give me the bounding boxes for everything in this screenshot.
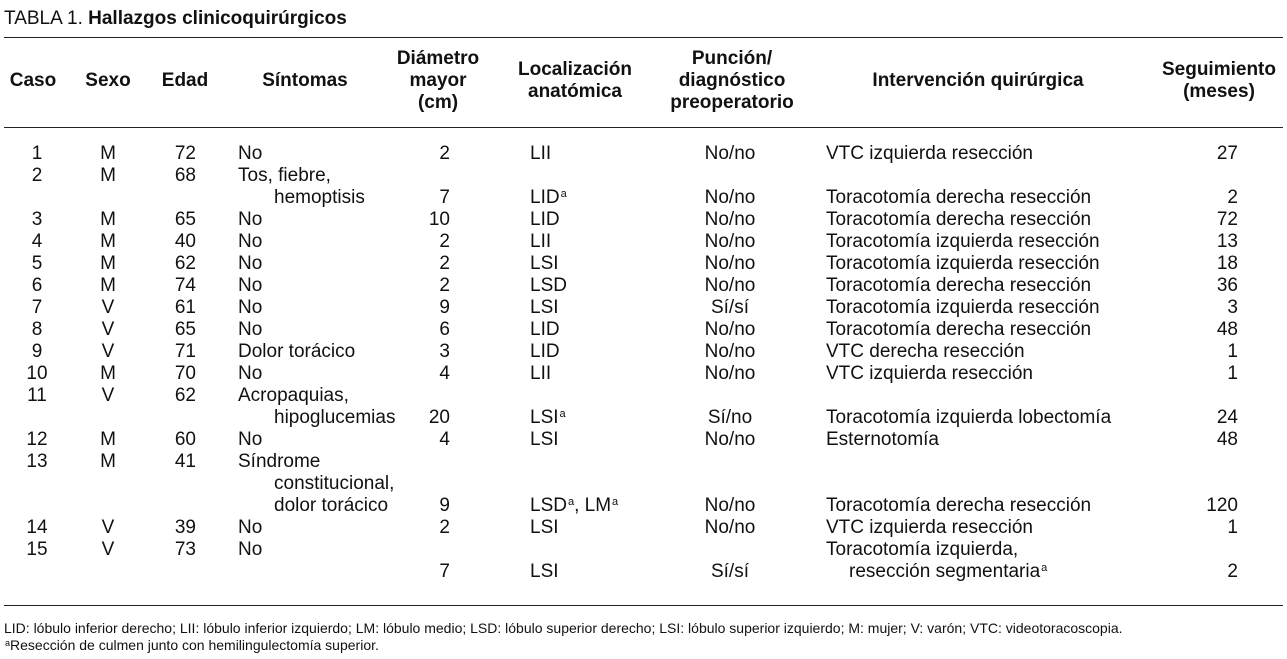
cell-localizacion bbox=[530, 187, 567, 209]
cell-localizacion bbox=[530, 363, 551, 385]
cell-caso: 14 bbox=[26, 517, 48, 538]
cell-localizacion bbox=[530, 429, 559, 451]
cell-edad: 74 bbox=[174, 275, 196, 296]
cell-localizacion-value: LSI bbox=[530, 253, 559, 274]
cell-localizacion-value: LII bbox=[530, 363, 552, 384]
cell-edad: 72 bbox=[174, 143, 196, 164]
cell-sexo: M bbox=[100, 143, 116, 164]
top-rule bbox=[4, 37, 1283, 38]
cell-edad: 65 bbox=[174, 209, 196, 230]
cell-puncion: No/no bbox=[704, 429, 756, 450]
cell-sexo: M bbox=[100, 363, 116, 384]
cell-seguimiento: 3 bbox=[1227, 297, 1238, 318]
cell-sintomas-line-1: Acropaquias, bbox=[238, 385, 349, 406]
header-seguimiento-line-1: Seguimiento bbox=[1161, 59, 1276, 80]
cell-sintomas-line-1: No bbox=[238, 429, 263, 450]
cell-intervencion-line-1: Toracotomía izquierda resección bbox=[826, 297, 1100, 318]
header-localizacion-line-2: anatómica bbox=[528, 81, 622, 102]
cell-edad: 71 bbox=[174, 341, 196, 362]
cell-seguimiento: 13 bbox=[1216, 231, 1238, 252]
footnote-marker: a bbox=[567, 496, 575, 508]
cell-diametro: 10 bbox=[428, 209, 450, 230]
cell-puncion: No/no bbox=[704, 495, 756, 516]
cell-caso: 15 bbox=[26, 539, 48, 560]
cell-intervencion-line-1: Esternotomía bbox=[826, 429, 939, 450]
cell-localizacion bbox=[530, 143, 551, 165]
cell-sintomas-line-1: Síndrome bbox=[238, 451, 321, 472]
footnote-abbreviations: LID: lóbulo inferior derecho; LII: lóbulo inferior izquierdo; LM: lóbulo medio; LSD: lóbulo superior derecho; LSI: lóbulo superior izquierdo; M: mujer; V: varón; VTC: videotoracoscopia. bbox=[4, 620, 1123, 636]
header-seguimiento-line-2: (meses) bbox=[1183, 81, 1255, 102]
cell-seguimiento: 1 bbox=[1227, 341, 1238, 362]
cell-seguimiento: 2 bbox=[1227, 561, 1238, 582]
cell-sintomas-line-1: No bbox=[238, 297, 263, 318]
cell-edad: 65 bbox=[174, 319, 196, 340]
cell-intervencion-line-1: Toracotomía derecha resección bbox=[826, 187, 1092, 208]
cell-sintomas-line-2: hipoglucemias bbox=[274, 407, 396, 428]
cell-diametro: 6 bbox=[439, 319, 450, 340]
cell-diametro: 2 bbox=[439, 517, 450, 538]
cell-diametro: 2 bbox=[439, 253, 450, 274]
cell-caso: 10 bbox=[26, 363, 48, 384]
cell-sintomas-line-1: No bbox=[238, 517, 263, 538]
cell-edad: 39 bbox=[174, 517, 196, 538]
cell-puncion: No/no bbox=[704, 275, 756, 296]
cell-edad: 70 bbox=[174, 363, 196, 384]
cell-sexo: M bbox=[100, 231, 116, 252]
cell-intervencion-line-1: Toracotomía izquierda, bbox=[826, 539, 1019, 560]
cell-sexo: V bbox=[101, 539, 115, 560]
cell-localizacion bbox=[530, 275, 567, 297]
cell-diametro: 9 bbox=[439, 297, 450, 318]
cell-sintomas-line-1: No bbox=[238, 275, 263, 296]
cell-caso: 8 bbox=[31, 319, 43, 340]
cell-sintomas-line-1: Dolor torácico bbox=[238, 341, 356, 362]
footnote-a-mark: a bbox=[5, 638, 11, 648]
cell-caso: 12 bbox=[26, 429, 48, 450]
bottom-rule bbox=[4, 605, 1283, 606]
cell-sintomas-line-1: No bbox=[238, 209, 263, 230]
cell-caso: 3 bbox=[31, 209, 43, 230]
cell-puncion: No/no bbox=[704, 187, 756, 208]
cell-edad: 73 bbox=[174, 539, 196, 560]
cell-seguimiento: 2 bbox=[1227, 187, 1238, 208]
cell-localizacion bbox=[530, 517, 559, 539]
table-title bbox=[4, 8, 347, 30]
cell-intervencion-line-2: resección segmentaria$^a$ bbox=[849, 561, 1048, 582]
table-title-prefix: TABLA 1. bbox=[4, 8, 83, 29]
cell-diametro: 4 bbox=[439, 429, 450, 450]
cell-localizacion-value: LSD bbox=[530, 495, 567, 516]
header-localizacion-line-1: Localización bbox=[517, 59, 633, 80]
cell-puncion: No/no bbox=[704, 231, 756, 252]
table-title-main: Hallazgos clinicoquirúrgicos bbox=[88, 8, 347, 29]
cell-localizacion-value: LSI bbox=[530, 561, 559, 582]
header-rule bbox=[4, 127, 1283, 128]
header-edad: Edad bbox=[161, 70, 209, 91]
cell-localizacion-value-2: , LM bbox=[574, 495, 612, 516]
header-diametro-line-1: Diámetro bbox=[396, 48, 480, 69]
cell-sexo: V bbox=[101, 517, 115, 538]
cell-intervencion-line-1: VTC izquierda resección bbox=[826, 363, 1033, 384]
cell-localizacion-value: LSI bbox=[530, 517, 559, 538]
cell-sexo: M bbox=[100, 253, 116, 274]
cell-seguimiento: 48 bbox=[1216, 319, 1238, 340]
cell-caso: 9 bbox=[31, 341, 43, 362]
cell-sintomas-line-2: hemoptisis bbox=[274, 187, 365, 208]
cell-caso: 6 bbox=[31, 275, 43, 296]
cell-seguimiento: 120 bbox=[1206, 495, 1238, 516]
cell-localizacion bbox=[530, 231, 551, 253]
cell-intervencion-line-1: VTC izquierda resección bbox=[826, 517, 1033, 538]
cell-localizacion bbox=[530, 407, 566, 429]
cell-sintomas-line-1: No bbox=[238, 253, 263, 274]
header-sintomas: Síntomas bbox=[262, 70, 348, 91]
header-diametro-line-3: (cm) bbox=[417, 92, 459, 113]
cell-puncion: Sí/sí bbox=[710, 561, 749, 582]
cell-sexo: M bbox=[100, 165, 116, 186]
cell-localizacion-value: LID bbox=[530, 341, 560, 362]
cell-localizacion-value: LSI bbox=[530, 429, 559, 450]
cell-diametro: 2 bbox=[439, 143, 450, 164]
cell-sexo: M bbox=[100, 451, 116, 472]
cell-sexo: V bbox=[101, 319, 115, 340]
cell-sexo: V bbox=[101, 341, 115, 362]
cell-edad: 61 bbox=[174, 297, 196, 318]
header-sexo: Sexo bbox=[85, 70, 131, 91]
cell-sexo: V bbox=[101, 385, 115, 406]
cell-sintomas-line-1: No bbox=[238, 319, 263, 340]
cell-diametro: 2 bbox=[439, 275, 450, 296]
cell-caso: 2 bbox=[31, 165, 43, 186]
cell-localizacion-value: LII bbox=[530, 143, 552, 164]
cell-seguimiento: 72 bbox=[1216, 209, 1238, 230]
cell-edad: 40 bbox=[174, 231, 196, 252]
footnote-marker: a bbox=[1041, 562, 1048, 574]
cell-sintomas-line-1: No bbox=[238, 363, 263, 384]
cell-intervencion-line-1: Toracotomía derecha resección bbox=[826, 275, 1092, 296]
cell-localizacion-value: LII bbox=[530, 231, 552, 252]
cell-seguimiento: 18 bbox=[1216, 253, 1238, 274]
cell-puncion: No/no bbox=[704, 341, 756, 362]
cell-diametro: 20 bbox=[428, 407, 450, 428]
footnote-marker: a bbox=[612, 496, 619, 508]
footnote-marker: a bbox=[560, 188, 567, 200]
cell-puncion: No/no bbox=[704, 363, 756, 384]
cell-localizacion bbox=[530, 253, 559, 275]
cell-sintomas-line-1: No bbox=[238, 143, 263, 164]
cell-intervencion-line-1: Toracotomía derecha resección bbox=[826, 209, 1092, 230]
cell-edad: 62 bbox=[174, 385, 196, 406]
header-puncion-line-3: preoperatorio bbox=[670, 92, 794, 113]
cell-localizacion bbox=[530, 319, 560, 341]
cell-seguimiento: 27 bbox=[1216, 143, 1238, 164]
cell-caso: 7 bbox=[31, 297, 43, 318]
cell-puncion: No/no bbox=[704, 319, 756, 340]
cell-caso: 5 bbox=[31, 253, 43, 274]
cell-seguimiento: 24 bbox=[1216, 407, 1238, 428]
cell-seguimiento: 1 bbox=[1227, 517, 1238, 538]
cell-caso: 4 bbox=[31, 231, 43, 252]
cell-puncion: No/no bbox=[704, 253, 756, 274]
footnote-marker: a bbox=[559, 408, 566, 420]
cell-edad: 62 bbox=[174, 253, 196, 274]
cell-localizacion-value: LSD bbox=[530, 275, 567, 296]
cell-sintomas-line-2: constitucional, bbox=[274, 473, 395, 494]
cell-diametro: 2 bbox=[439, 231, 450, 252]
cell-seguimiento: 48 bbox=[1216, 429, 1238, 450]
header-puncion-line-2: diagnóstico bbox=[678, 70, 786, 91]
cell-localizacion bbox=[530, 341, 560, 363]
cell-localizacion-value: LSI bbox=[530, 297, 559, 318]
cell-localizacion bbox=[530, 495, 618, 517]
footnote-a-text: Resección de culmen junto con hemilingulectomía superior. bbox=[10, 637, 379, 653]
cell-diametro: 7 bbox=[439, 187, 450, 208]
cell-localizacion bbox=[530, 561, 559, 583]
cell-diametro: 9 bbox=[439, 495, 450, 516]
cell-puncion: No/no bbox=[704, 209, 756, 230]
cell-caso: 13 bbox=[26, 451, 48, 472]
cell-edad: 68 bbox=[174, 165, 196, 186]
cell-intervencion-line-1: Toracotomía izquierda lobectomía bbox=[826, 407, 1112, 428]
cell-localizacion-value: LSI bbox=[530, 407, 559, 428]
cell-localizacion bbox=[530, 297, 559, 319]
cell-puncion: No/no bbox=[704, 143, 756, 164]
cell-sintomas-line-1: Tos, fiebre, bbox=[238, 165, 331, 186]
cell-intervencion-line-1: Toracotomía derecha resección bbox=[826, 495, 1092, 516]
cell-puncion: Sí/no bbox=[707, 407, 753, 428]
cell-intervencion-line-1: VTC izquierda resección bbox=[826, 143, 1033, 164]
cell-sintomas-line-1: No bbox=[238, 539, 263, 560]
cell-edad: 41 bbox=[174, 451, 196, 472]
cell-sintomas-line-3: dolor torácico bbox=[274, 495, 389, 516]
cell-localizacion-value: LID bbox=[530, 209, 560, 230]
cell-intervencion-line-1: Toracotomía derecha resección bbox=[826, 319, 1092, 340]
cell-diametro: 3 bbox=[439, 341, 450, 362]
cell-seguimiento: 1 bbox=[1227, 363, 1238, 384]
cell-localizacion-value: LID bbox=[530, 187, 560, 208]
cell-sexo: V bbox=[101, 297, 115, 318]
cell-diametro: 7 bbox=[439, 561, 450, 582]
cell-seguimiento: 36 bbox=[1216, 275, 1238, 296]
cell-sexo: M bbox=[100, 209, 116, 230]
cell-caso: 11 bbox=[27, 385, 47, 406]
cell-intervencion-line-1: Toracotomía izquierda resección bbox=[826, 231, 1100, 252]
cell-intervencion-line-1: Toracotomía izquierda resección bbox=[826, 253, 1100, 274]
cell-localizacion bbox=[530, 209, 560, 231]
cell-puncion: No/no bbox=[704, 517, 756, 538]
header-diametro-line-2: mayor bbox=[409, 70, 467, 91]
cell-diametro: 4 bbox=[439, 363, 450, 384]
header-intervencion: Intervención quirúrgica bbox=[872, 70, 1084, 91]
cell-edad: 60 bbox=[174, 429, 196, 450]
cell-intervencion-line-1: VTC derecha resección bbox=[826, 341, 1025, 362]
cell-sexo: M bbox=[100, 275, 116, 296]
header-caso: Caso bbox=[9, 70, 57, 91]
cell-localizacion-value: LID bbox=[530, 319, 560, 340]
header-puncion-line-1: Punción/ bbox=[691, 48, 773, 69]
footnote-a bbox=[4, 637, 379, 653]
cell-sexo: M bbox=[100, 429, 116, 450]
cell-caso: 1 bbox=[31, 143, 43, 164]
cell-sintomas-line-1: No bbox=[238, 231, 263, 252]
cell-puncion: Sí/sí bbox=[710, 297, 749, 318]
